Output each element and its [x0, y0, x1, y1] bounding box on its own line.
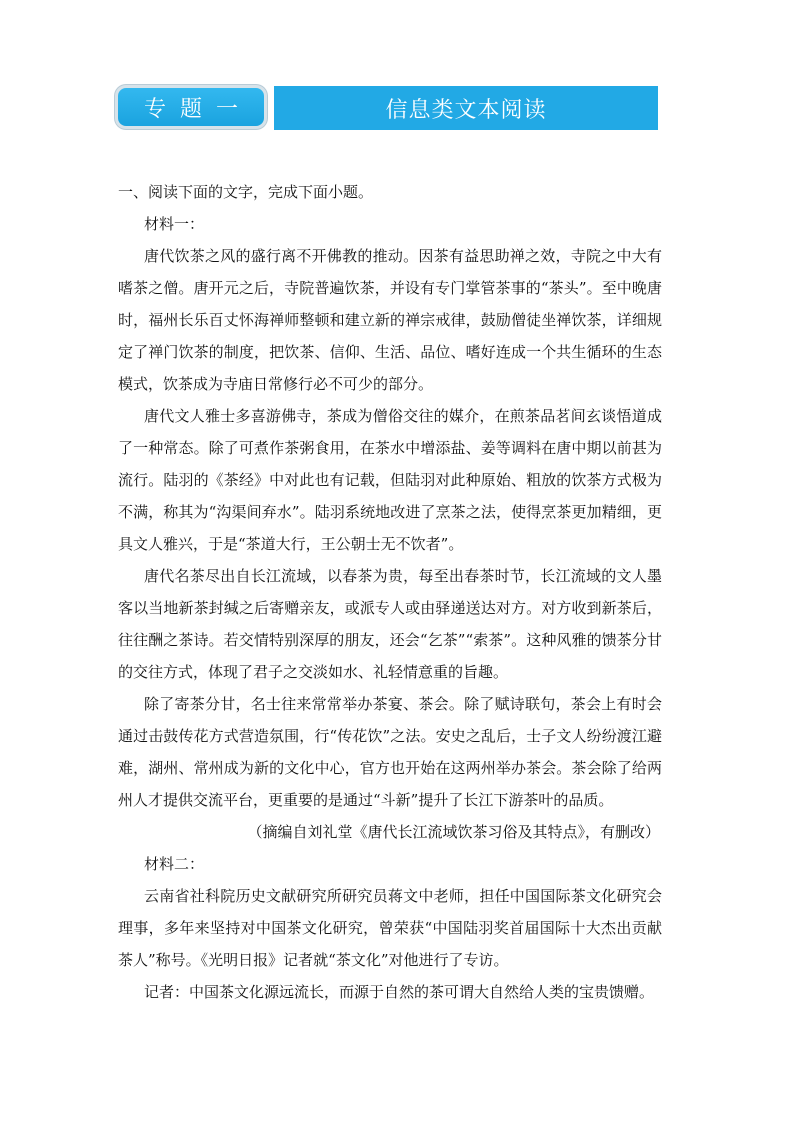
document-body: [118, 176, 662, 1008]
material-1-paragraph-4: 除了寄茶分甘，名士往来常常举办茶宴、茶会。除了赋诗联句，茶会上有时会通过击鼓传花方式营造氛围，行“传花饮”之法。安史之乱后，士子文人纷纷渡江避难，湖州、常州成为新的文化中心，官方也开始在这两州举办茶会。茶会除了给两州人才提供交流平台，更重要的是通过“斗新”提升了长江下游茶叶的品质。: [118, 695, 662, 809]
topic-tag: [118, 88, 264, 126]
section-header: [118, 86, 658, 130]
material-2-label: 材料二：: [144, 855, 205, 873]
material-1-label: 材料一：: [144, 215, 205, 233]
title-bar: [274, 86, 658, 130]
material-1-source: （摘编自刘礼堂《唐代长江流域饮茶习俗及其特点》，有删改）: [247, 823, 660, 841]
material-1-paragraph-1: 唐代饮茶之风的盛行离不开佛教的推动。因茶有益思助禅之效，寺院之中大有嗜茶之僧。唐开元之后，寺院普遍饮茶，并设有专门掌管茶事的“茶头”。至中晚唐时，福州长乐百丈怀海禅师整顿和建立新的禅宗戒律，鼓励僧徒坐禅饮茶，详细规定了禅门饮茶的制度，把饮茶、信仰、生活、品位、嗜好连成一个共生循环的生态模式，饮茶成为寺庙日常修行必不可少的部分。: [118, 247, 662, 393]
question-prompt: 一、阅读下面的文字，完成下面小题。: [118, 183, 374, 201]
material-2-paragraph-1: 云南省社科院历史文献研究所研究员蒋文中老师，担任中国国际茶文化研究会理事，多年来坚持对中国茶文化研究，曾荣获“中国陆羽奖首届国际十大杰出贡献茶人”称号。《光明日报》记者就“茶文化”对他进行了专访。: [118, 887, 662, 969]
material-2-paragraph-2: 记者：中国茶文化源远流长，而源于自然的茶可谓大自然给人类的宝贵馈赠。: [144, 983, 655, 1001]
material-1-paragraph-2: 唐代文人雅士多喜游佛寺，茶成为僧俗交往的媒介，在煎茶品茗间玄谈悟道成了一种常态。除了可煮作茶粥食用，在茶水中增添盐、姜等调料在唐中期以前甚为流行。陆羽的《茶经》中对此也有记载，但陆羽对此种原始、粗放的饮茶方式极为不满，称其为“沟渠间弃水”。陆羽系统地改进了烹茶之法，使得烹茶更加精细，更具文人雅兴，于是“茶道大行，王公朝士无不饮者”。: [118, 407, 662, 553]
material-1-paragraph-3: 唐代名茶尽出自长江流域，以春茶为贵，每至出春茶时节，长江流域的文人墨客以当地新茶封缄之后寄赠亲友，或派专人或由驿递送达对方。对方收到新茶后，往往酬之茶诗。若交情特别深厚的朋友，还会“乞茶”“索茶”。这种风雅的馈茶分甘的交往方式，体现了君子之交淡如水、礼轻情意重的旨趣。: [118, 567, 662, 681]
page-title: 信息类文本阅读: [385, 97, 547, 123]
topic-tag-label: 专题一: [143, 96, 252, 122]
